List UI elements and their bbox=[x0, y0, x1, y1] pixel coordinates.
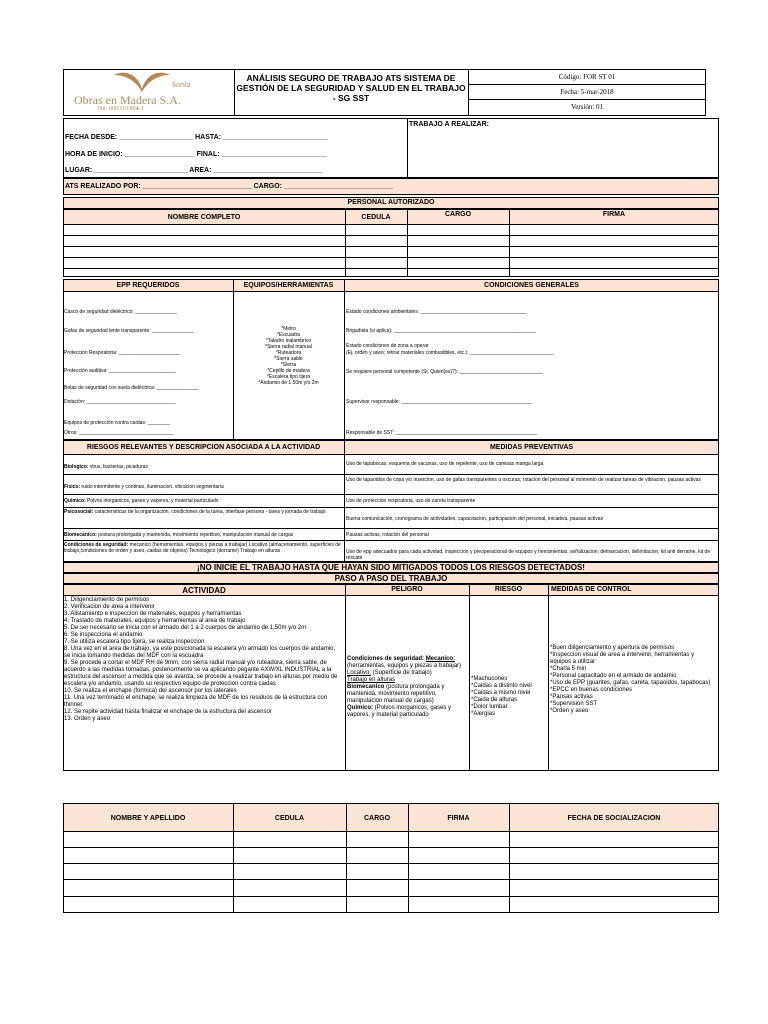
epp-item[interactable]: Protección auditiva: ________________________ bbox=[64, 368, 176, 374]
medida-row: Uso de proteccion respiratoria, uso de careta transparente bbox=[346, 498, 476, 504]
col-fecha-socializacion: FECHA DE SOCIALIZACION bbox=[567, 815, 661, 822]
riesgo-list: *Machucones *Caidas a distinto nivel *Caidas a mismo nivel *Caida de alturas *Dolor lumbar *Alergias bbox=[471, 676, 532, 717]
peligro-mec-label: Mecanico: bbox=[425, 656, 456, 662]
ats-realizado-field[interactable]: ATS REALIZADO POR: ____________________________ CARGO: ____________________________ bbox=[65, 183, 393, 190]
medida-row: Buena comunicación, cronograma de actividades, capacitacion, participacion del personal, iniciativa, pausas activas bbox=[346, 516, 604, 522]
riesgo-text: Polvos inorganicos, gases y vapores, y material particulado bbox=[85, 498, 219, 504]
riesgo-label: Psicosocial: bbox=[64, 509, 94, 515]
condicion-item[interactable]: Estado condiciones ambientales: ______________________________________ bbox=[346, 309, 527, 315]
riesgo-text: caracteristicas de la organización, condiciones de la tarea, interfase persona - tarea y jornada de trabajo bbox=[93, 509, 326, 515]
logo-company: Obras en Madera S.A. bbox=[74, 93, 181, 107]
condicion-item[interactable]: Se requiere personal competente (Si, Quien(es)?): ______________________________ bbox=[346, 369, 543, 375]
epp-item[interactable]: Equipos de protección contra caídas: ________ bbox=[64, 420, 170, 426]
col-cedula-socializacion: CEDULA bbox=[274, 815, 305, 822]
equipos-list: *Metro *Escuadra *Taladro inalambrico *Sierra radial manual *Ruteadora *Sierra sable *Sierra *Cepillo de madera *Escalera tipo tijera *Andamio de 1.50m y/o 2m bbox=[258, 326, 319, 386]
col-medidas-control: MEDIDAS DE CONTROL bbox=[551, 586, 632, 593]
peligro-quim-label: Quimico: bbox=[347, 705, 374, 711]
epp-item[interactable]: Otros: __________________________________ bbox=[64, 430, 174, 436]
peligro-alt-label: Trabajo en alturas bbox=[347, 677, 396, 683]
riesgo-row-condiciones-seguridad bbox=[64, 542, 342, 554]
condicion-item: Estado condiciones de zona a operar bbox=[346, 343, 429, 349]
equipos-title: EQUIPOS/HERRAMIENTAS bbox=[243, 282, 334, 289]
condicion-item[interactable]: (Ej. orden y aseo; retirar materiales combustibles, etc.): ______________________________ bbox=[346, 350, 554, 356]
epp-section bbox=[63, 279, 719, 440]
epp-item[interactable]: Casco de seguridad dieléctrico: _______________ bbox=[64, 309, 177, 315]
peligro-loc-text: (Superficie de trabajo) bbox=[371, 670, 432, 676]
peligro-cond-label: Condiciones de seguridad: bbox=[347, 656, 425, 662]
hora-inicio-field[interactable]: HORA DE INICIO: __________________ FINAL: ___________________________ bbox=[65, 151, 327, 158]
medidas-preventivas-title: MEDIDAS PREVENTIVAS bbox=[489, 444, 574, 451]
epp-item[interactable]: Dotación: ________________________________ bbox=[64, 399, 176, 405]
logo-arc-icon bbox=[112, 71, 172, 93]
riesgo-row-fisico bbox=[64, 484, 342, 490]
peligro-quim-text: (Polvos inorganicos, gases y vapores, y material particulado bbox=[347, 705, 452, 718]
riesgo-text: mecanico (herramientas, equipos y piezas a trabajar) Locativo (almacenamiento, superficies de trabajo,condiciones de orden y aseo, caidas de objetos) Tecnologico (derrame) Trabajo en alturas bbox=[64, 542, 341, 554]
col-cedula: CEDULA bbox=[361, 214, 391, 221]
col-peligro: PELIGRO bbox=[391, 586, 423, 593]
condicion-item[interactable]: Brigadista (si aplica): ___________________________________________________ bbox=[346, 328, 536, 334]
col-riesgo: RIESGO bbox=[494, 586, 523, 593]
medidas-control-list: *Buen diligenciamiento y apertura de permisos *Inspeccion visual de area a intervenir, herramientas y equipos a utilizar *Charla 5 min *Personal capacitado en el armado de andamio *Uso de EPP (guantes, gafas, careta, tapaoidos, tapabocas) *EPCC en buenas condiciones *Pausas activas *Supervision SST *Orden y aseo bbox=[550, 645, 711, 714]
warning-text: ¡NO INICIE EL TRABAJO HASTA QUE HAYAN SIDO MITIGADOS TODOS LOS RIESGOS DETECTADOS! bbox=[197, 563, 585, 572]
document-title: ANÁLISIS SEGURO DE TRABAJO ATS SISTEMA DE GESTIÓN DE LA SEGURIDAD Y SALUD EN EL TRABAJO - SG SST bbox=[236, 73, 466, 103]
medida-row: Uso de epp adecuados para cada actividad, inspeccion y preoperacional de equipos y herramientas, señalizacion, demarcacion, delimitacion, kit anti derrame, kit de rescate bbox=[346, 549, 711, 561]
riesgos-title: RIESGOS RELEVANTES Y DESCRIPCION ASOCIADA A LA ACTIVIDAD bbox=[86, 444, 321, 451]
riesgo-text: virus, bacterias, picaduras bbox=[88, 464, 148, 470]
peligro-text bbox=[347, 656, 468, 719]
peligro-bio-text: (postura prolongada y mantenida, movimiento repetitivo, manipulacion manual de cargas) bbox=[347, 684, 445, 704]
document-version: Versión: 01 bbox=[570, 103, 604, 111]
riesgo-label: Biologico: bbox=[64, 464, 89, 470]
riesgo-label: Quimico: bbox=[64, 498, 86, 504]
epp-item[interactable]: Botas de seguridad con suela dieléctrica: _______________ bbox=[64, 385, 199, 391]
col-nombre-completo: NOMBRE COMPLETO bbox=[167, 214, 241, 221]
riesgo-label: Biomecanico: bbox=[64, 532, 97, 538]
col-firma-socializacion: FIRMA bbox=[447, 815, 470, 822]
company-logo bbox=[70, 71, 230, 113]
riesgo-text: ruido intermitente y continuo, iluminacion, vibracion segmentaria bbox=[80, 484, 224, 490]
col-firma: FIRMA bbox=[602, 211, 626, 218]
riesgo-row-psicosocial bbox=[64, 509, 342, 515]
condicion-item[interactable]: Supervisor responsable: _______________________________________________ bbox=[346, 399, 533, 405]
paso-title: PASO A PASO DEL TRABAJO bbox=[334, 574, 448, 583]
document-date: Fecha: 5-mar-2018 bbox=[560, 88, 614, 96]
epp-title: EPP REQUERIDOS bbox=[116, 282, 180, 289]
peligro-mec-text: (herramientas, equipos y piezas a trabajar) bbox=[347, 663, 462, 669]
medida-row: Uso de tapabocas, esquema de vacunas, uso de repelente, uso de camisas manga larga bbox=[346, 461, 544, 467]
condiciones-title: CONDICIONES GENERALES bbox=[484, 282, 579, 289]
epp-item[interactable]: Gafas de seguridad lente transparente: _______________ bbox=[64, 328, 194, 334]
condicion-item[interactable]: Responsable de SST: ___________________________________________________ bbox=[346, 430, 538, 436]
lugar-area-field[interactable]: LUGAR: ________________________ AREA: ____________________________ bbox=[65, 167, 323, 174]
document-code: Código: FOR ST 01 bbox=[558, 73, 616, 81]
peligro-loc-label: Locativo: bbox=[347, 670, 372, 676]
peligro-bio-label: Biomecanico bbox=[347, 684, 385, 690]
riesgo-row-biologico bbox=[64, 464, 342, 470]
trabajo-a-realizar-field[interactable]: TRABAJO A REALIZAR: bbox=[409, 121, 489, 128]
col-nombre-apellido: NOMBRE Y APELLIDO bbox=[110, 815, 186, 822]
fecha-desde-field[interactable]: FECHA DESDE: ___________________ HASTA: ___________________________ bbox=[65, 134, 329, 141]
personal-title: PERSONAL AUTORIZADO bbox=[347, 199, 435, 206]
riesgo-row-biomecanico bbox=[64, 532, 342, 538]
logo-nit: Nit: 800.110.804-1 bbox=[98, 106, 144, 112]
actividad-steps: 1. Diligenciamiento de permisos 2. Verificacion de area a intervenir 3. Alistamiento e inspeccion de materiales, equipos y herramientas 4. Traslado de materiales, equipos y herramientas al area de trabajo 5. De ser necesario se inicia con el armado del 1 a 2 cuerpos de andamio de 1,50m y/o 2m 6. Se inspecciona el andamio 7. Se utiliza escalera tipo tijera, se realiza inspeccion 8. Una vez en el area de trabajo, ya este posicionada la escalera y/o armado los cuerpos de andamio, se inicia tomando medidas del MDF con la escuadra 9. Se procede a cortar el MDF RH de 9mm, con sierra radial manual y/o ruteadora, sierra sable, de acuerdo a las medidas tomadas, posteriormente se va aplicando pegante AXW/XL INDUSTRIAL a la estructura del ascensor a medida que se avanza, se procede a realizar trabajo en alturas por medio de escalera y/o andamio, usando su respectivo equipo de proteccion contra caidas 10. Se realiza el enchape (formica) del ascensor por los laterales 11. Una vez terminado el enchape, se realiza limpieza de MDF de los residuos de la estructura con thinner. 12. Se repite actividad hasta finalizar el enchape de la estructura del ascensor 13. Orden y aseo bbox=[64, 597, 338, 722]
col-cargo: CARGO bbox=[444, 211, 472, 218]
col-cargo-socializacion: CARGO bbox=[363, 815, 391, 822]
medida-row: Uso de tapaoidos de copa y/o insercion, uso de gafas transparentes u oscuras, rotacion del personal al momento de realizar tareas de vibracion, pausas activas bbox=[346, 477, 701, 483]
riesgo-label: Fisico: bbox=[64, 484, 81, 490]
riesgo-text: postura prolongada y mantenida, movimiento repetitivo, manipulacion manual de cargas bbox=[96, 532, 294, 538]
epp-item[interactable]: Protección Respiratoria: ______________________ bbox=[64, 350, 180, 356]
riesgo-row-quimico bbox=[64, 498, 342, 504]
logo-script: Sonia bbox=[172, 80, 191, 89]
col-actividad: ACTIVIDAD bbox=[182, 586, 226, 595]
riesgo-label: Condiciones de seguridad: bbox=[64, 542, 129, 548]
medida-row: Pausas activas, rotacion del personal bbox=[346, 532, 429, 538]
